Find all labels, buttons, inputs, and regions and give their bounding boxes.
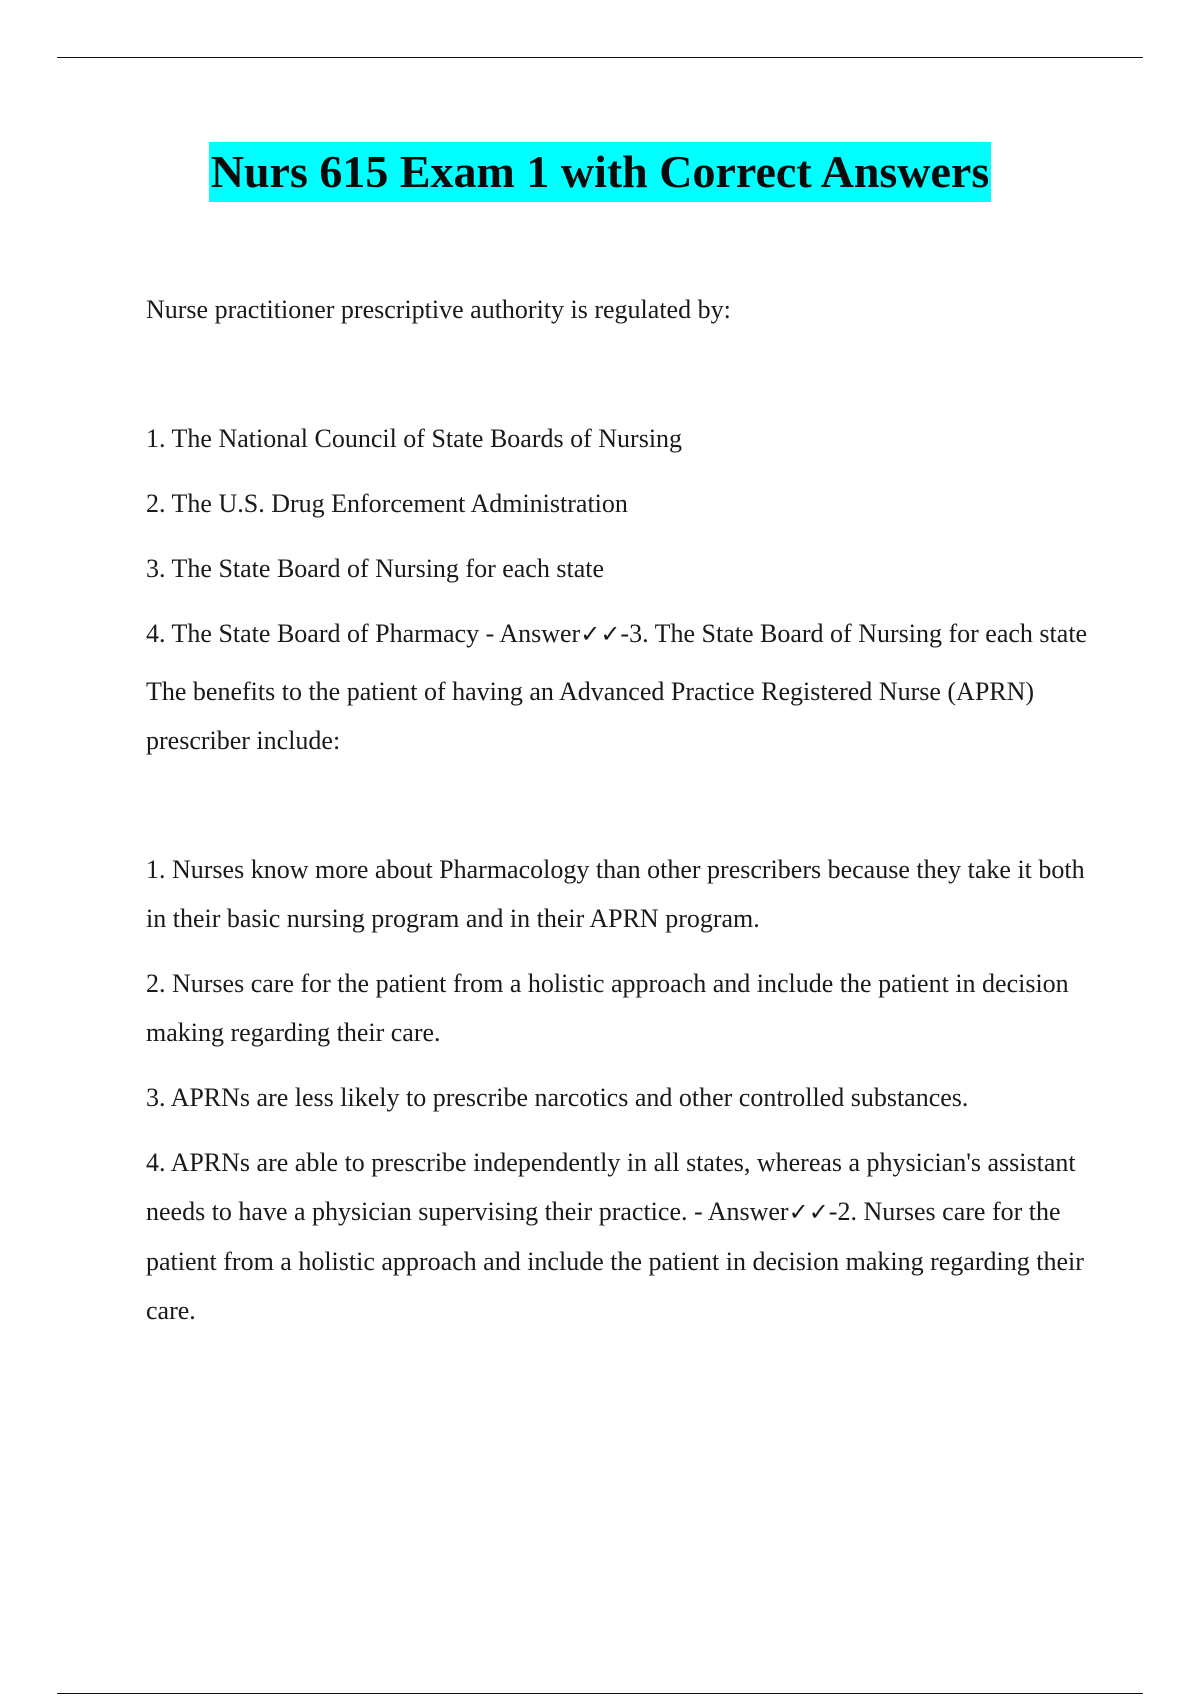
question-1-option-4-with-answer [146,609,1096,659]
document-title: Nurs 615 Exam 1 with Correct Answers [209,142,992,202]
question-1-answer: -3. The State Board of Nursing for each state [620,619,1088,648]
question-1-option-2: 2. The U.S. Drug Enforcement Administration [146,489,628,518]
question-1-option-3: 3. The State Board of Nursing for each state [146,554,604,583]
title-container [0,142,1200,202]
question-2-option-4: 4. APRNs are able to prescribe independently in all states, whereas a physician's assistant needs to have a physician supervising their practice. - Answer [146,1148,1076,1226]
question-2-option-2: 2. Nurses care for the patient from a holistic approach and include the patient in decision making regarding their care. [146,969,1069,1047]
top-rule [57,57,1143,58]
question-1-option-1: 1. The National Council of State Boards of Nursing [146,424,683,453]
question-2-answer: -2. Nurses care for the patient from a holistic approach and include the patient in decision making regarding their care. [146,1197,1084,1325]
question-2-prompt: The benefits to the patient of having an Advanced Practice Registered Nurse (APRN) prescriber include: [146,677,1035,755]
question-1-option-4: 4. The State Board of Pharmacy - Answer [146,619,581,648]
answer-check-icon: ✓✓ [580,620,621,648]
answer-check-icon: ✓✓ [788,1198,829,1226]
bottom-rule [57,1693,1143,1694]
question-1-prompt: Nurse practitioner prescriptive authority is regulated by: [146,295,731,324]
question-2-option-1: 1. Nurses know more about Pharmacology than other prescribers because they take it both in their basic nursing program and in their APRN program. [146,855,1085,933]
document-body [146,285,1096,1351]
question-2-option-4-with-answer [146,1138,1096,1335]
question-2-option-3: 3. APRNs are less likely to prescribe narcotics and other controlled substances. [146,1083,969,1112]
